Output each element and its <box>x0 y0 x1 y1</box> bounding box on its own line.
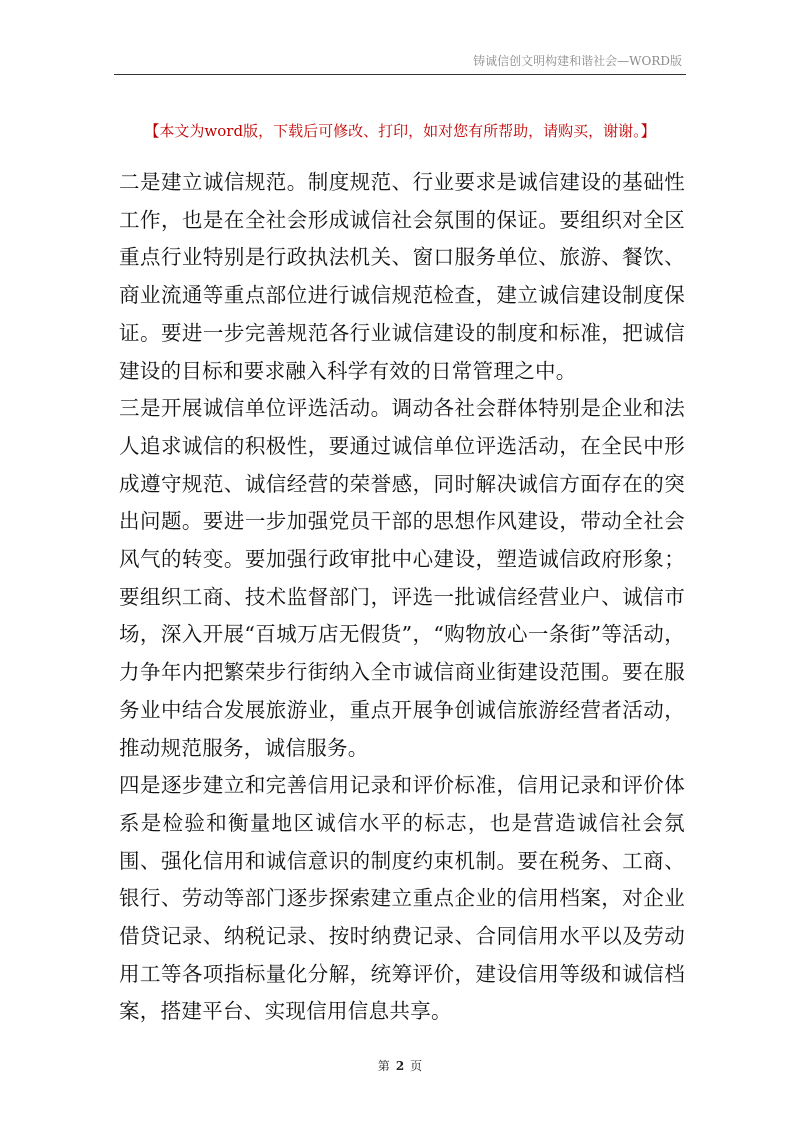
page-number: 2 <box>395 1059 405 1073</box>
paragraph-4: 四是逐步建立和完善信用记录和评价标准，信用记录和评价体系是检验和衡量地区诚信水平的标志，也是营造诚信社会氛围、强化信用和诚信意识的制度约束机制。要在税务、工商、银行、劳动等部门逐步探索建立重点企业的信用档案，对企业借贷记录、纳税记录、按时纳费记录、合同信用水平以及劳动用工等各项指标量化分解，统筹评价，建设信用等级和诚信档案，搭建平台、实现信用信息共享。 <box>119 773 685 1024</box>
page-footer <box>0 1057 800 1074</box>
paragraph-3: 三是开展诚信单位评选活动。调动各社会群体特别是企业和法人追求诚信的积极性，要通过诚信单位评选活动，在全民中形成遵守规范、诚信经营的荣誉感，同时解决诚信方面存在的突出问题。要进一步加强党员干部的思想作风建设，带动全社会风气的转变。要加强行政审批中心建设，塑造诚信政府形象；要组织工商、技术监督部门，评选一批诚信经营业户、诚信市场，深入开展“百城万店无假货”，“购物放心一条街”等活动，力争年内把繁荣步行街纳入全市诚信商业街建设范围。要在服务业中结合发展旅游业，重点开展争创诚信旅游经营者活动，推动规范服务，诚信服务。 <box>119 396 685 760</box>
paragraph-2: 二是建立诚信规范。制度规范、行业要求是诚信建设的基础性工作，也是在全社会形成诚信社会氛围的保证。要组织对全区重点行业特别是行政执法机关、窗口服务单位、旅游、餐饮、商业流通等重点部位进行诚信规范检查，建立诚信建设制度保证。要进一步完善规范各行业诚信建设的制度和标准，把诚信建设的目标和要求融入科学有效的日常管理之中。 <box>119 170 685 383</box>
running-header: 铸诚信创文明构建和谐社会—WORD版 <box>473 54 682 68</box>
footer-prefix: 第 <box>377 1059 390 1073</box>
body-text <box>119 164 685 1031</box>
header-divider <box>114 74 686 75</box>
footer-suffix: 页 <box>410 1059 423 1073</box>
download-notice: 【本文为word版，下载后可修改、打印，如对您有所帮助，请购买，谢谢。】 <box>144 122 656 140</box>
